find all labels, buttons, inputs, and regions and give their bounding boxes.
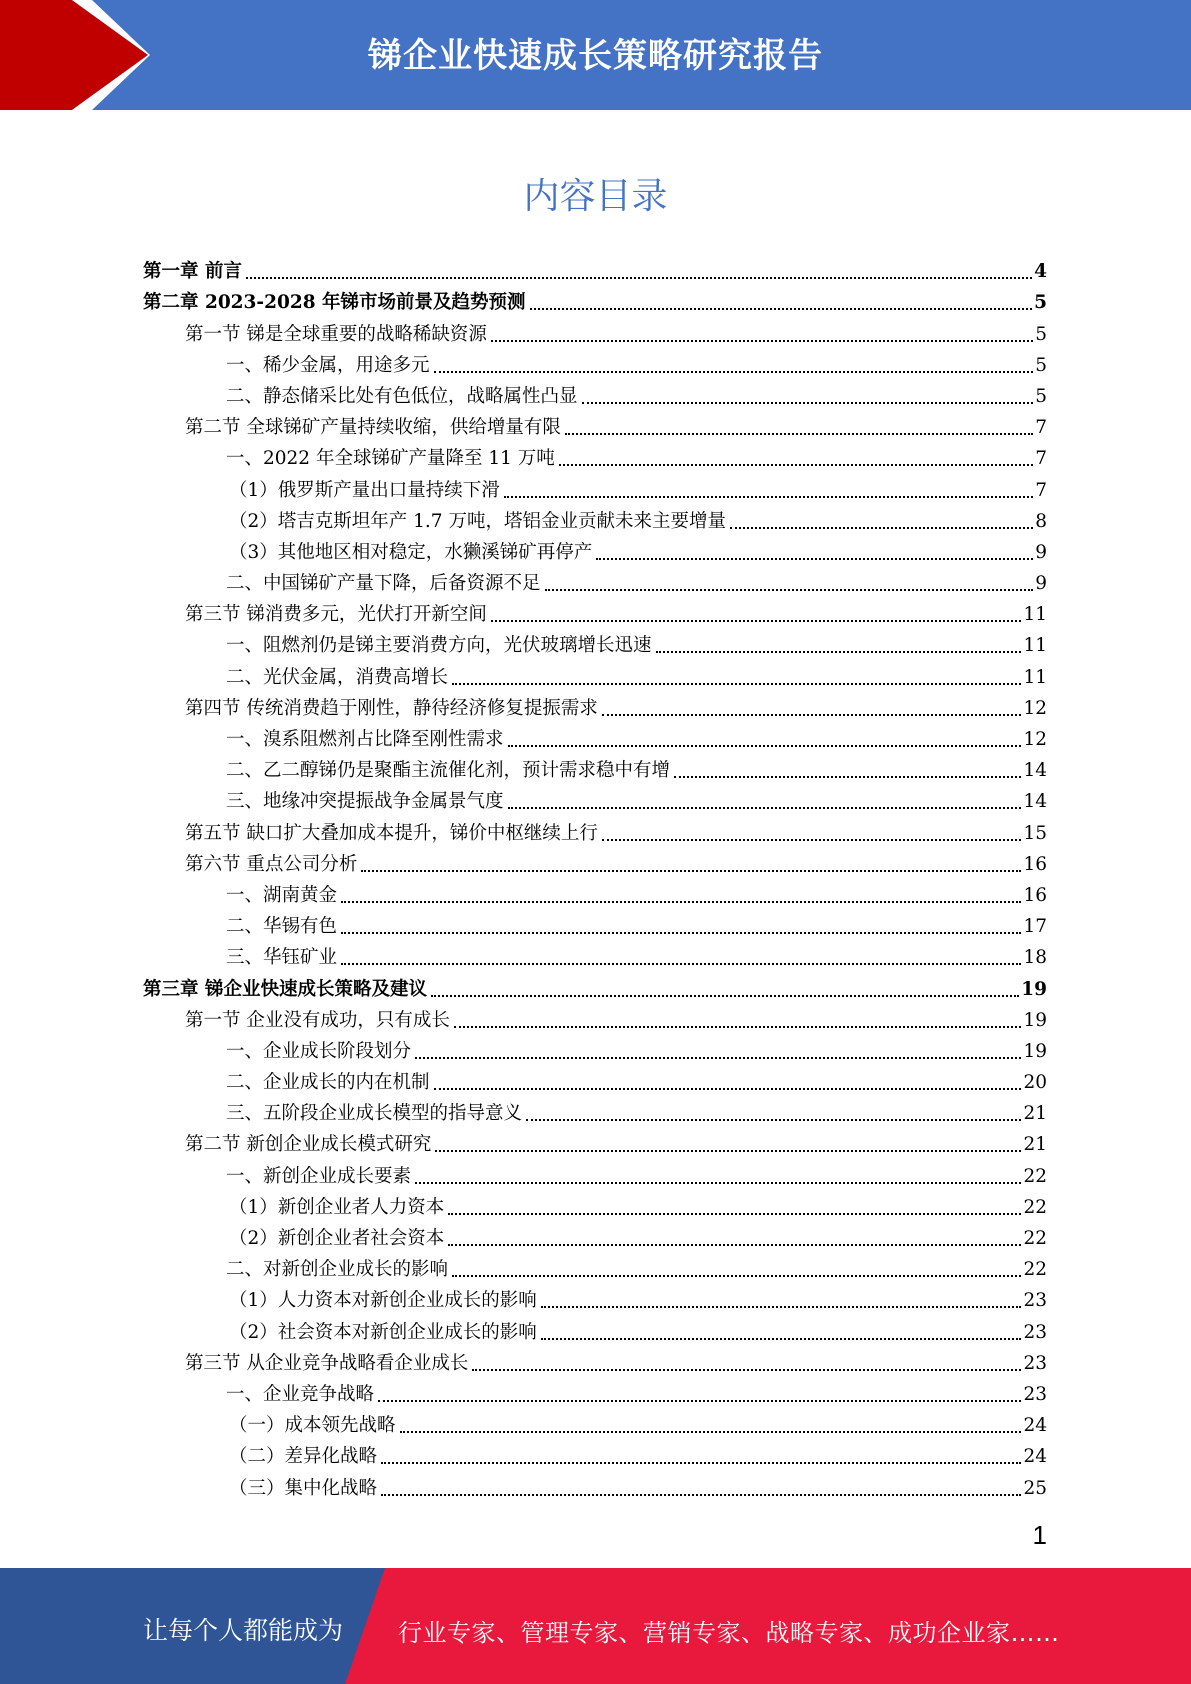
toc-entry[interactable] bbox=[0, 347, 1191, 378]
footer-slogan-right: 行业专家、管理专家、营销专家、战略专家、成功企业家…… bbox=[398, 1619, 1060, 1647]
toc-dot-leader bbox=[431, 995, 1019, 997]
footer-slogan-left: 让每个人都能成为 bbox=[143, 1616, 344, 1645]
toc-entry[interactable] bbox=[0, 596, 1191, 627]
toc-entry-page: 22 bbox=[1023, 1196, 1047, 1218]
toc-entry[interactable] bbox=[0, 627, 1191, 658]
toc-entry-page: 19 bbox=[1023, 1009, 1047, 1031]
toc-entry[interactable] bbox=[0, 440, 1191, 471]
toc-entry[interactable] bbox=[0, 1313, 1191, 1344]
toc-entry-page: 15 bbox=[1023, 822, 1047, 844]
toc-entry-label: 三、五阶段企业成长模型的指导意义 bbox=[226, 1103, 523, 1125]
toc-dot-leader bbox=[415, 1057, 1021, 1059]
toc-entry-label: 一、企业竞争战略 bbox=[226, 1383, 375, 1405]
toc-entry-page: 24 bbox=[1023, 1446, 1047, 1468]
toc-entry[interactable] bbox=[0, 1064, 1191, 1095]
toc-entry[interactable] bbox=[0, 970, 1191, 1001]
toc-dot-leader bbox=[381, 1462, 1021, 1464]
toc-dot-leader bbox=[246, 277, 1032, 279]
toc-entry-page: 11 bbox=[1023, 666, 1047, 688]
toc-entry-label: 二、华锡有色 bbox=[226, 916, 338, 938]
toc-dot-leader bbox=[448, 1244, 1021, 1246]
toc-entry[interactable] bbox=[0, 534, 1191, 565]
toc-entry[interactable] bbox=[0, 814, 1191, 845]
toc-entry[interactable] bbox=[0, 1033, 1191, 1064]
toc-entry-label: 第一节 锑是全球重要的战略稀缺资源 bbox=[185, 323, 487, 345]
toc-entry-label: 三、华钰矿业 bbox=[226, 947, 338, 969]
toc-dot-leader bbox=[454, 1026, 1022, 1028]
toc-entry-label: 三、地缘冲突提振战争金属景气度 bbox=[226, 791, 504, 813]
toc-entry-page: 9 bbox=[1035, 573, 1047, 595]
toc-entry-page: 20 bbox=[1023, 1072, 1047, 1094]
toc-entry-page: 16 bbox=[1023, 884, 1047, 906]
toc-entry[interactable] bbox=[0, 1157, 1191, 1188]
toc-dot-leader bbox=[596, 558, 1033, 560]
toc-entry[interactable] bbox=[0, 783, 1191, 814]
toc-entry-page: 7 bbox=[1035, 479, 1047, 501]
toc-entry[interactable] bbox=[0, 1126, 1191, 1157]
toc-entry[interactable] bbox=[0, 503, 1191, 534]
toc-entry-page: 19 bbox=[1023, 1040, 1047, 1062]
toc-dot-leader bbox=[674, 776, 1021, 778]
toc-entry-label: 二、对新创企业成长的影响 bbox=[226, 1259, 449, 1281]
toc-entry[interactable] bbox=[0, 1345, 1191, 1376]
toc-entry-page: 21 bbox=[1023, 1103, 1047, 1125]
toc-entry-label: 第二节 全球锑矿产量持续收缩，供给增量有限 bbox=[185, 417, 561, 439]
toc-entry-page: 14 bbox=[1023, 791, 1047, 813]
toc-entry-label: （1）新创企业者人力资本 bbox=[229, 1196, 445, 1218]
toc-dot-leader bbox=[341, 932, 1021, 934]
toc-entry-label: 二、光伏金属，消费高增长 bbox=[226, 666, 449, 688]
toc-entry-label: 一、2022 年全球锑矿产量降至 11 万吨 bbox=[226, 448, 555, 470]
toc-dot-leader bbox=[541, 1338, 1022, 1340]
toc-dot-leader bbox=[378, 1400, 1021, 1402]
toc-entry-page: 12 bbox=[1023, 697, 1047, 719]
toc-entry-page: 5 bbox=[1035, 385, 1047, 407]
toc-dot-leader bbox=[602, 839, 1022, 841]
toc-entry-label: 第五节 缺口扩大叠加成本提升，锑价中枢继续上行 bbox=[185, 822, 598, 844]
toc-entry[interactable] bbox=[0, 1407, 1191, 1438]
toc-heading: 内容目录 bbox=[523, 176, 668, 217]
toc-entry-label: （2）社会资本对新创企业成长的影响 bbox=[229, 1321, 537, 1343]
toc-entry-page: 18 bbox=[1023, 947, 1047, 969]
toc-entry[interactable] bbox=[0, 1095, 1191, 1126]
toc-entry[interactable] bbox=[0, 846, 1191, 877]
toc-dot-leader bbox=[448, 1213, 1021, 1215]
toc-entry-page: 7 bbox=[1035, 448, 1047, 470]
toc-dot-leader bbox=[341, 901, 1021, 903]
toc-entry-page: 4 bbox=[1034, 261, 1047, 283]
toc-entry-page: 23 bbox=[1023, 1352, 1047, 1374]
toc-entry[interactable] bbox=[0, 1251, 1191, 1282]
toc-entry-page: 22 bbox=[1023, 1259, 1047, 1281]
toc-entry-label: 一、溴系阻燃剂占比降至刚性需求 bbox=[226, 729, 504, 750]
toc-entry-page: 22 bbox=[1023, 1228, 1047, 1249]
toc-dot-leader bbox=[504, 496, 1033, 498]
toc-entry-page: 23 bbox=[1023, 1383, 1047, 1405]
toc-entry-page: 5 bbox=[1035, 354, 1047, 376]
toc-dot-leader bbox=[434, 1088, 1022, 1090]
toc-entry-label: 一、新创企业成长要素 bbox=[226, 1165, 412, 1187]
toc-entry-page: 19 bbox=[1021, 978, 1047, 1000]
toc-entry-label: 第三节 从企业竞争战略看企业成长 bbox=[185, 1352, 469, 1374]
toc-entry[interactable] bbox=[0, 315, 1191, 346]
toc-entry-label: 第一节 企业没有成功，只有成长 bbox=[185, 1009, 450, 1031]
toc-dot-leader bbox=[435, 1150, 1021, 1152]
toc-dot-leader bbox=[656, 651, 1022, 653]
toc-entry-label: 第一章 前言 bbox=[143, 261, 242, 283]
toc-entry-label: 一、稀少金属，用途多元 bbox=[226, 354, 430, 376]
toc-entry-label: （一）成本领先战略 bbox=[229, 1415, 396, 1437]
toc-entry-label: （1）俄罗斯产量出口量持续下滑 bbox=[229, 479, 500, 501]
toc-entry[interactable] bbox=[0, 658, 1191, 689]
toc-dot-leader bbox=[415, 1182, 1021, 1184]
toc-entry-label: 一、企业成长阶段划分 bbox=[226, 1040, 412, 1062]
toc-entry-label: 一、湖南黄金 bbox=[226, 884, 338, 906]
toc-entry-label: （2）塔吉克斯坦年产 1.7 万吨，塔铝金业贡献未来主要增量 bbox=[229, 510, 726, 532]
toc-entry[interactable] bbox=[0, 1189, 1191, 1220]
toc-dot-leader bbox=[508, 745, 1022, 747]
toc-dot-leader bbox=[602, 714, 1022, 716]
toc-dot-leader bbox=[452, 683, 1021, 685]
toc-entry-page: 25 bbox=[1023, 1477, 1047, 1499]
toc-entry[interactable] bbox=[0, 877, 1191, 908]
toc-entry[interactable] bbox=[0, 690, 1191, 721]
toc-entry-page: 5 bbox=[1035, 323, 1047, 345]
toc-dot-leader bbox=[491, 340, 1033, 342]
toc-dot-leader bbox=[361, 870, 1021, 872]
toc-entry-page: 9 bbox=[1035, 541, 1047, 563]
toc-entry[interactable] bbox=[0, 908, 1191, 939]
footer-banner bbox=[0, 1568, 1191, 1684]
toc-entry-page: 8 bbox=[1035, 510, 1047, 532]
header-banner bbox=[0, 0, 1191, 110]
toc-dot-leader bbox=[730, 527, 1033, 529]
toc-entry-label: 二、企业成长的内在机制 bbox=[226, 1072, 430, 1094]
toc-dot-leader bbox=[526, 1119, 1021, 1121]
toc-entry-label: （3）其他地区相对稳定，水獭溪锑矿再停产 bbox=[229, 541, 593, 563]
toc-entry-label: （1）人力资本对新创企业成长的影响 bbox=[229, 1290, 537, 1312]
toc-entry[interactable] bbox=[0, 1438, 1191, 1469]
toc-entry-label: 第二章 2023-2028 年锑市场前景及趋势预测 bbox=[143, 292, 526, 314]
toc-entry[interactable] bbox=[0, 284, 1191, 315]
toc-entry[interactable] bbox=[0, 471, 1191, 502]
toc-dot-leader bbox=[472, 1369, 1021, 1371]
toc-entry-page: 21 bbox=[1023, 1134, 1047, 1156]
toc-dot-leader bbox=[565, 433, 1033, 435]
toc-entry[interactable] bbox=[0, 1282, 1191, 1313]
toc-entry[interactable] bbox=[0, 752, 1191, 783]
toc-entry[interactable] bbox=[0, 1469, 1191, 1500]
toc-entry-label: 一、阻燃剂仍是锑主要消费方向，光伏玻璃增长迅速 bbox=[226, 635, 652, 657]
toc-dot-leader bbox=[381, 1494, 1021, 1496]
toc-dot-leader bbox=[530, 308, 1033, 310]
toc-entry[interactable] bbox=[0, 565, 1191, 596]
toc-dot-leader bbox=[559, 464, 1033, 466]
toc-entry-label: （二）差异化战略 bbox=[229, 1446, 378, 1468]
table-of-contents bbox=[0, 253, 1191, 1501]
toc-entry[interactable] bbox=[0, 721, 1191, 752]
toc-entry[interactable] bbox=[0, 1002, 1191, 1033]
toc-entry-label: 二、中国锑矿产量下降，后备资源不足 bbox=[226, 573, 541, 595]
toc-dot-leader bbox=[491, 620, 1022, 622]
toc-entry-label: 二、静态储采比处有色低位，战略属性凸显 bbox=[226, 385, 578, 407]
toc-entry[interactable] bbox=[0, 409, 1191, 440]
toc-entry-label: 第二节 新创企业成长模式研究 bbox=[185, 1134, 432, 1156]
toc-entry-page: 16 bbox=[1023, 853, 1047, 875]
toc-entry[interactable] bbox=[0, 378, 1191, 409]
page-number: 1 bbox=[1032, 1520, 1047, 1550]
toc-entry-page: 11 bbox=[1023, 635, 1047, 657]
toc-entry-label: （三）集中化战略 bbox=[229, 1477, 378, 1499]
toc-entry-page: 23 bbox=[1023, 1321, 1047, 1343]
toc-entry-page: 22 bbox=[1023, 1165, 1047, 1187]
toc-entry-page: 14 bbox=[1023, 760, 1047, 782]
toc-dot-leader bbox=[434, 371, 1034, 373]
toc-entry-page: 5 bbox=[1034, 292, 1047, 314]
toc-entry[interactable] bbox=[0, 1376, 1191, 1407]
toc-entry-page: 12 bbox=[1023, 729, 1047, 750]
toc-entry-label: 第四节 传统消费趋于刚性，静待经济修复提振需求 bbox=[185, 697, 598, 719]
toc-entry[interactable] bbox=[0, 939, 1191, 970]
toc-entry-page: 24 bbox=[1023, 1415, 1047, 1437]
toc-entry-label: 二、乙二醇锑仍是聚酯主流催化剂，预计需求稳中有增 bbox=[226, 760, 671, 782]
toc-entry[interactable] bbox=[0, 1220, 1191, 1251]
toc-entry-label: 第六节 重点公司分析 bbox=[185, 853, 358, 875]
toc-dot-leader bbox=[545, 589, 1034, 591]
toc-entry-page: 7 bbox=[1035, 417, 1047, 439]
toc-entry-page: 11 bbox=[1023, 604, 1047, 626]
toc-entry-page: 23 bbox=[1023, 1290, 1047, 1312]
toc-entry-label: 第三章 锑企业快速成长策略及建议 bbox=[143, 978, 427, 1000]
toc-entry-label: 第三节 锑消费多元，光伏打开新空间 bbox=[185, 604, 487, 626]
toc-entry[interactable] bbox=[0, 253, 1191, 284]
toc-entry-page: 17 bbox=[1023, 916, 1047, 938]
toc-dot-leader bbox=[508, 807, 1022, 809]
report-title: 锑企业快速成长策略研究报告 bbox=[368, 36, 823, 76]
toc-dot-leader bbox=[452, 1275, 1021, 1277]
toc-entry-label: （2）新创企业者社会资本 bbox=[229, 1228, 445, 1249]
toc-dot-leader bbox=[400, 1431, 1022, 1433]
toc-dot-leader bbox=[541, 1306, 1022, 1308]
toc-dot-leader bbox=[582, 402, 1034, 404]
toc-dot-leader bbox=[341, 963, 1021, 965]
